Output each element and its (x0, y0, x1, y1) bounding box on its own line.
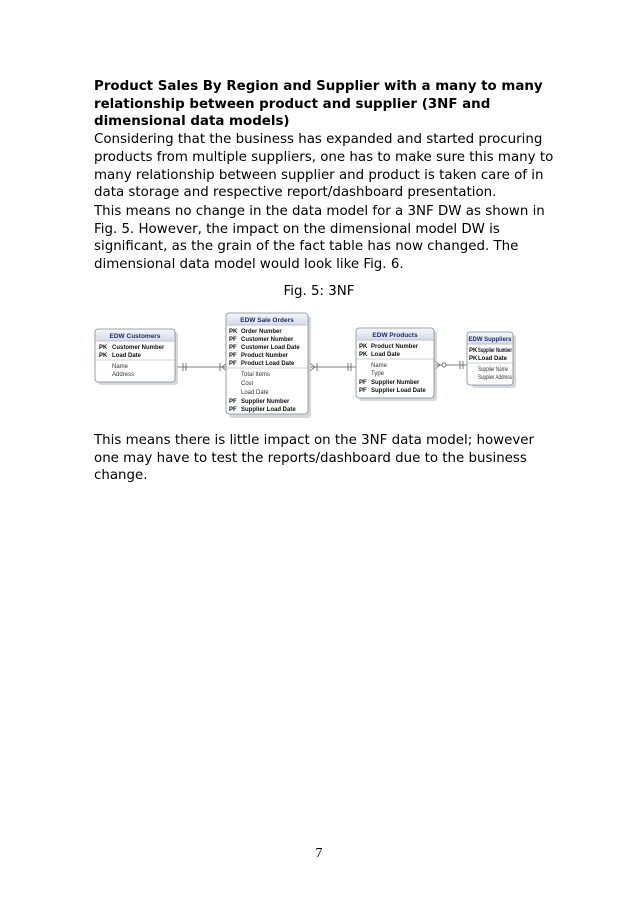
svg-text:Supplier Load Date: Supplier Load Date (241, 407, 296, 413)
section-heading: Product Sales By Region and Supplier with a many to many relationship between product and supplier (3NF and dimensional data models) (94, 79, 543, 130)
svg-text:PF: PF (229, 345, 237, 351)
svg-text:PF: PF (229, 399, 237, 405)
svg-text:PF: PF (359, 388, 367, 394)
svg-text:PF: PF (229, 337, 237, 343)
svg-text:Order Number: Order Number (241, 329, 282, 335)
svg-text:Load Date: Load Date (241, 390, 269, 396)
svg-text:Supplier Number: Supplier Number (241, 399, 290, 405)
svg-text:Name: Name (371, 363, 388, 369)
svg-text:Supplier Number: Supplier Number (371, 380, 420, 386)
svg-text:Load Date: Load Date (371, 352, 401, 358)
svg-text:PK: PK (99, 353, 108, 359)
entity-title: EDW Sale Orders (240, 317, 294, 324)
svg-text:Load Date: Load Date (478, 356, 508, 362)
entity-edw-sale-orders (226, 313, 311, 418)
svg-text:PK: PK (229, 329, 238, 335)
svg-text:Supplier Address: Supplier Address (478, 375, 512, 381)
svg-text:Supplier Number: Supplier Number (478, 348, 513, 354)
page-number: 7 (315, 846, 323, 861)
svg-text:Type: Type (371, 371, 385, 377)
svg-text:Customer Number: Customer Number (241, 337, 294, 343)
entity-edw-customers (95, 329, 178, 385)
svg-text:PF: PF (229, 353, 237, 359)
svg-text:Product Number: Product Number (371, 344, 419, 350)
svg-text:Customer Load Date: Customer Load Date (241, 345, 300, 351)
svg-text:PK: PK (359, 344, 368, 350)
paragraph-2: This means no change in the data model for a 3NF DW as shown in Fig. 5. However, the impact on the dimensional model DW is significant, as the grain of the fact table has now changed. The dimensional data model would look like Fig. 6. (94, 204, 545, 273)
svg-text:PK: PK (469, 348, 478, 354)
svg-text:PK: PK (469, 356, 478, 362)
svg-text:Product Number: Product Number (241, 353, 289, 359)
svg-text:Address: Address (112, 372, 135, 378)
svg-text:Total Items: Total Items (241, 372, 271, 378)
figure-caption: Fig. 5: 3NF (283, 284, 355, 299)
entity-edw-suppliers (467, 332, 516, 388)
svg-text:Product Load Date: Product Load Date (241, 361, 295, 367)
er-diagram (95, 308, 515, 416)
svg-text:PK: PK (99, 345, 108, 351)
entity-title: EDW Customers (109, 333, 161, 340)
entity-title: EDW Suppliers (468, 336, 512, 343)
entity-edw-products (356, 328, 437, 401)
svg-text:Cost: Cost (241, 381, 254, 387)
svg-text:Name: Name (112, 364, 129, 370)
section-1 (94, 78, 554, 202)
svg-text:PK: PK (359, 352, 368, 358)
svg-text:Load Date: Load Date (112, 353, 142, 359)
paragraph-1: Considering that the business has expanded and started procuring products from multiple suppliers, one has to make sure this many to many relationship between supplier and product is taken care of in data storage and respective report/dashboard presentation. (94, 132, 554, 201)
svg-text:Supplier Load Date: Supplier Load Date (371, 388, 426, 394)
svg-text:PF: PF (229, 407, 237, 413)
svg-text:PF: PF (359, 380, 367, 386)
entity-title: EDW Products (372, 332, 418, 339)
svg-text:PF: PF (229, 361, 237, 367)
paragraph-3: This means there is little impact on the 3NF data model; however one may have to test the reports/dashboard due to the business change. (94, 433, 535, 484)
svg-text:Supplier Name: Supplier Name (478, 367, 509, 373)
svg-text:Customer Number: Customer Number (112, 345, 165, 351)
